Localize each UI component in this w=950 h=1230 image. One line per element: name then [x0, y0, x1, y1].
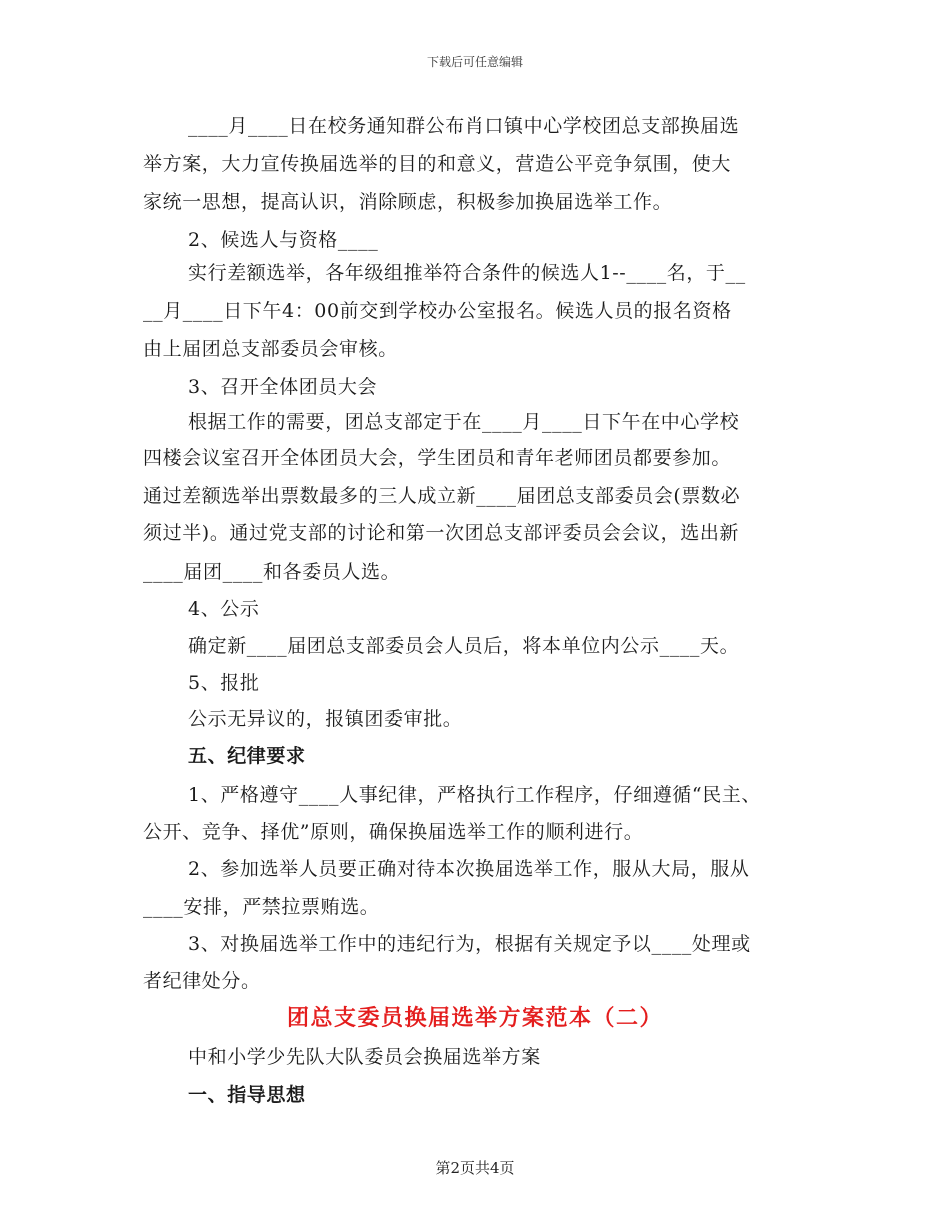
page-number: 第2页共4页	[435, 1159, 515, 1177]
paragraph-line: ____月____日在校务通知群公布肖口镇中心学校团总支部换届选	[188, 115, 740, 137]
section-heading-discipline: 五、纪律要求	[188, 745, 306, 767]
paragraph-line: 3、对换届选举工作中的违纪行为，根据有关规定予以____处理或	[188, 933, 751, 955]
sub-heading-4: 4、公示	[188, 598, 260, 620]
paragraph-line: ____安排，严禁拉票贿选。	[143, 896, 380, 918]
paragraph-line: 通过差额选举出票数最多的三人成立新____届团总支部委员会(票数必	[143, 485, 741, 507]
paragraph-line: 由上届团总支部委员会审核。	[143, 338, 398, 360]
paragraph-line: 1、严格遵守____人事纪律，严格执行工作程序，仔细遵循“民主、	[188, 784, 762, 806]
sub-heading-2: 2、候选人与资格____	[188, 229, 379, 251]
paragraph-line: 实行差额选举，各年级组推举符合条件的候选人1--____名，于__	[188, 262, 746, 284]
page-header-note: 下载后可任意编辑	[426, 55, 523, 69]
paragraph-line: 须过半)。通过党支部的讨论和第一次团总支部评委员会会议，选出新	[143, 522, 740, 544]
paragraph-line: 举方案，大力宣传换届选举的目的和意义，营造公平竞争氛围，使大	[143, 153, 732, 175]
section-two-heading: 一、指导思想	[188, 1084, 306, 1106]
paragraph-line: 四楼会议室召开全体团员大会，学生团员和青年老师团员都要参加。	[143, 447, 732, 469]
paragraph-line: 家统一思想，提高认识，消除顾虑，积极参加换届选举工作。	[143, 191, 673, 213]
paragraph-line: 根据工作的需要，团总支部定于在____月____日下午在中心学校	[188, 411, 740, 433]
paragraph-line: ____届团____和各委员人选。	[143, 561, 401, 583]
paragraph-line: 确定新____届团总支部委员会人员后，将本单位内公示____天。	[188, 635, 740, 657]
paragraph-line: 2、参加选举人员要正确对待本次换届选举工作，服从大局，服从	[188, 858, 750, 880]
paragraph-line: __月____日下午4：00前交到学校办公室报名。候选人员的报名资格	[143, 300, 732, 322]
sub-heading-3: 3、召开全体团员大会	[188, 376, 378, 398]
section-two-subtitle: 中和小学少先队大队委员会换届选举方案	[188, 1046, 541, 1068]
paragraph-line: 公开、竞争、择优”原则，确保换届选举工作的顺利进行。	[143, 821, 644, 843]
section-two-title: 团总支委员换届选举方案范本（二）	[286, 1005, 663, 1031]
paragraph-line: 公示无异议的，报镇团委审批。	[188, 708, 463, 730]
sub-heading-5: 5、报批	[188, 672, 260, 694]
paragraph-line: 者纪律处分。	[143, 970, 261, 992]
